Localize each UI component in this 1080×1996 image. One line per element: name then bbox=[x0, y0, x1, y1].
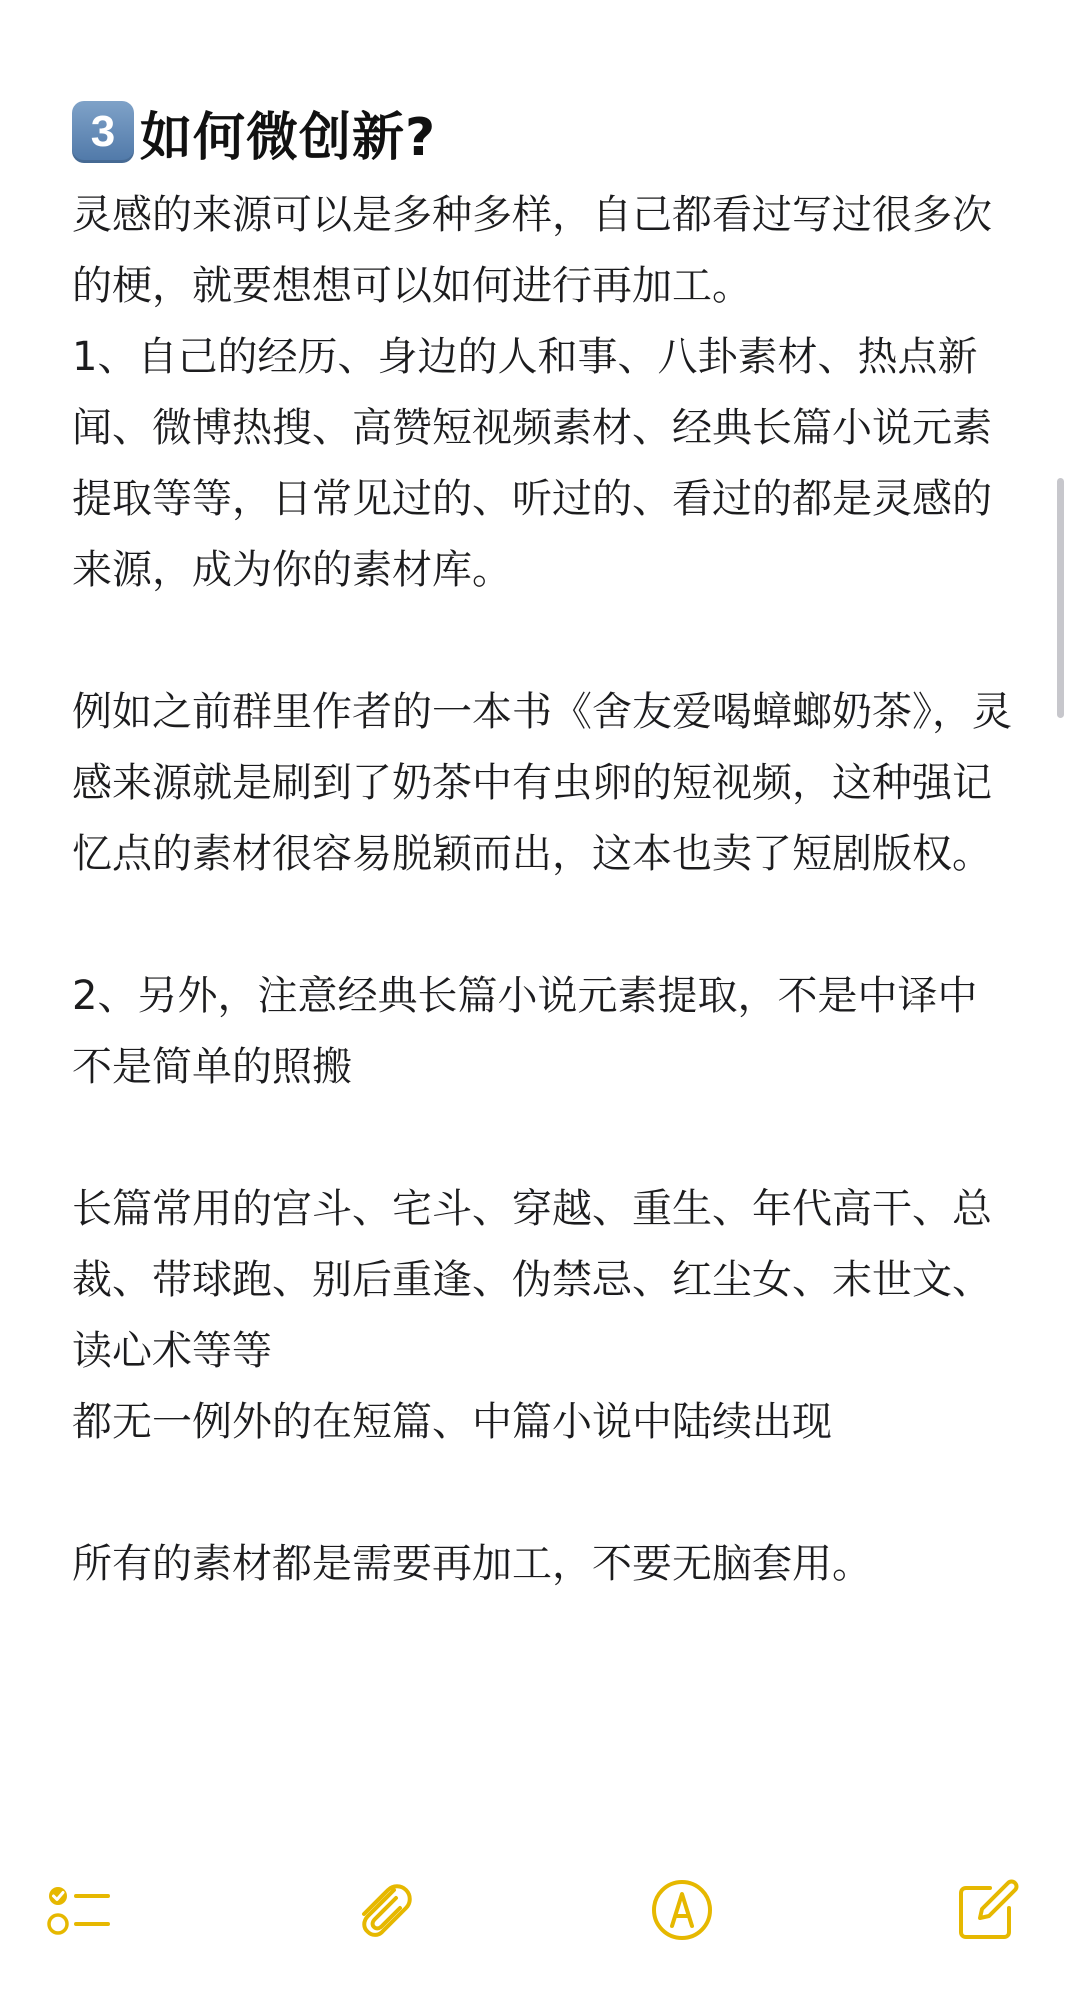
blank-line bbox=[72, 890, 1012, 961]
keycap-three-emoji: 3 bbox=[72, 101, 134, 163]
paragraph: 例如之前群里作者的一本书《舍友爱喝蟑螂奶茶》，灵感来源就是刷到了奶茶中有虫卵的短视频，这种强记忆点的素材很容易脱颖而出，这本也卖了短剧版权。 bbox=[72, 689, 1012, 877]
paragraph: 都无一例外的在短篇、中篇小说中陆续出现 bbox=[72, 1399, 832, 1445]
blank-line bbox=[72, 1458, 1012, 1529]
checklist-icon bbox=[44, 1876, 112, 1944]
paragraph: 灵感的来源可以是多种多样，自己都看过写过很多次的梗，就要想想可以如何进行再加工。 bbox=[72, 192, 992, 309]
paragraph: 所有的素材都是需要再加工，不要无脑套用。 bbox=[72, 1541, 872, 1587]
blank-line bbox=[72, 1103, 1012, 1174]
compose-button[interactable] bbox=[952, 1876, 1020, 1944]
bottom-toolbar bbox=[0, 1856, 1080, 1956]
note-title-text: 如何微创新? bbox=[140, 107, 437, 168]
paragraph: 长篇常用的宫斗、宅斗、穿越、重生、年代高干、总裁、带球跑、别后重逢、伪禁忌、红尘女、末世文、读心术等等 bbox=[72, 1186, 992, 1374]
blank-line bbox=[72, 606, 1012, 677]
compose-icon bbox=[952, 1876, 1020, 1944]
markup-button[interactable] bbox=[648, 1876, 716, 1944]
markup-pen-icon bbox=[648, 1876, 716, 1944]
checklist-button[interactable] bbox=[44, 1876, 112, 1944]
attachment-button[interactable] bbox=[350, 1876, 418, 1944]
paperclip-icon bbox=[350, 1876, 418, 1944]
note-body[interactable] bbox=[72, 92, 1012, 1600]
paragraph: 1、自己的经历、身边的人和事、八卦素材、热点新闻、微博热搜、高赞短视频素材、经典长篇小说元素提取等等，日常见过的、听过的、看过的都是灵感的来源，成为你的素材库。 bbox=[72, 334, 992, 593]
note-title bbox=[72, 92, 1012, 172]
vertical-scrollbar[interactable] bbox=[1057, 478, 1064, 718]
paragraph: 2、另外，注意经典长篇小说元素提取，不是中译中不是简单的照搬 bbox=[72, 973, 978, 1090]
